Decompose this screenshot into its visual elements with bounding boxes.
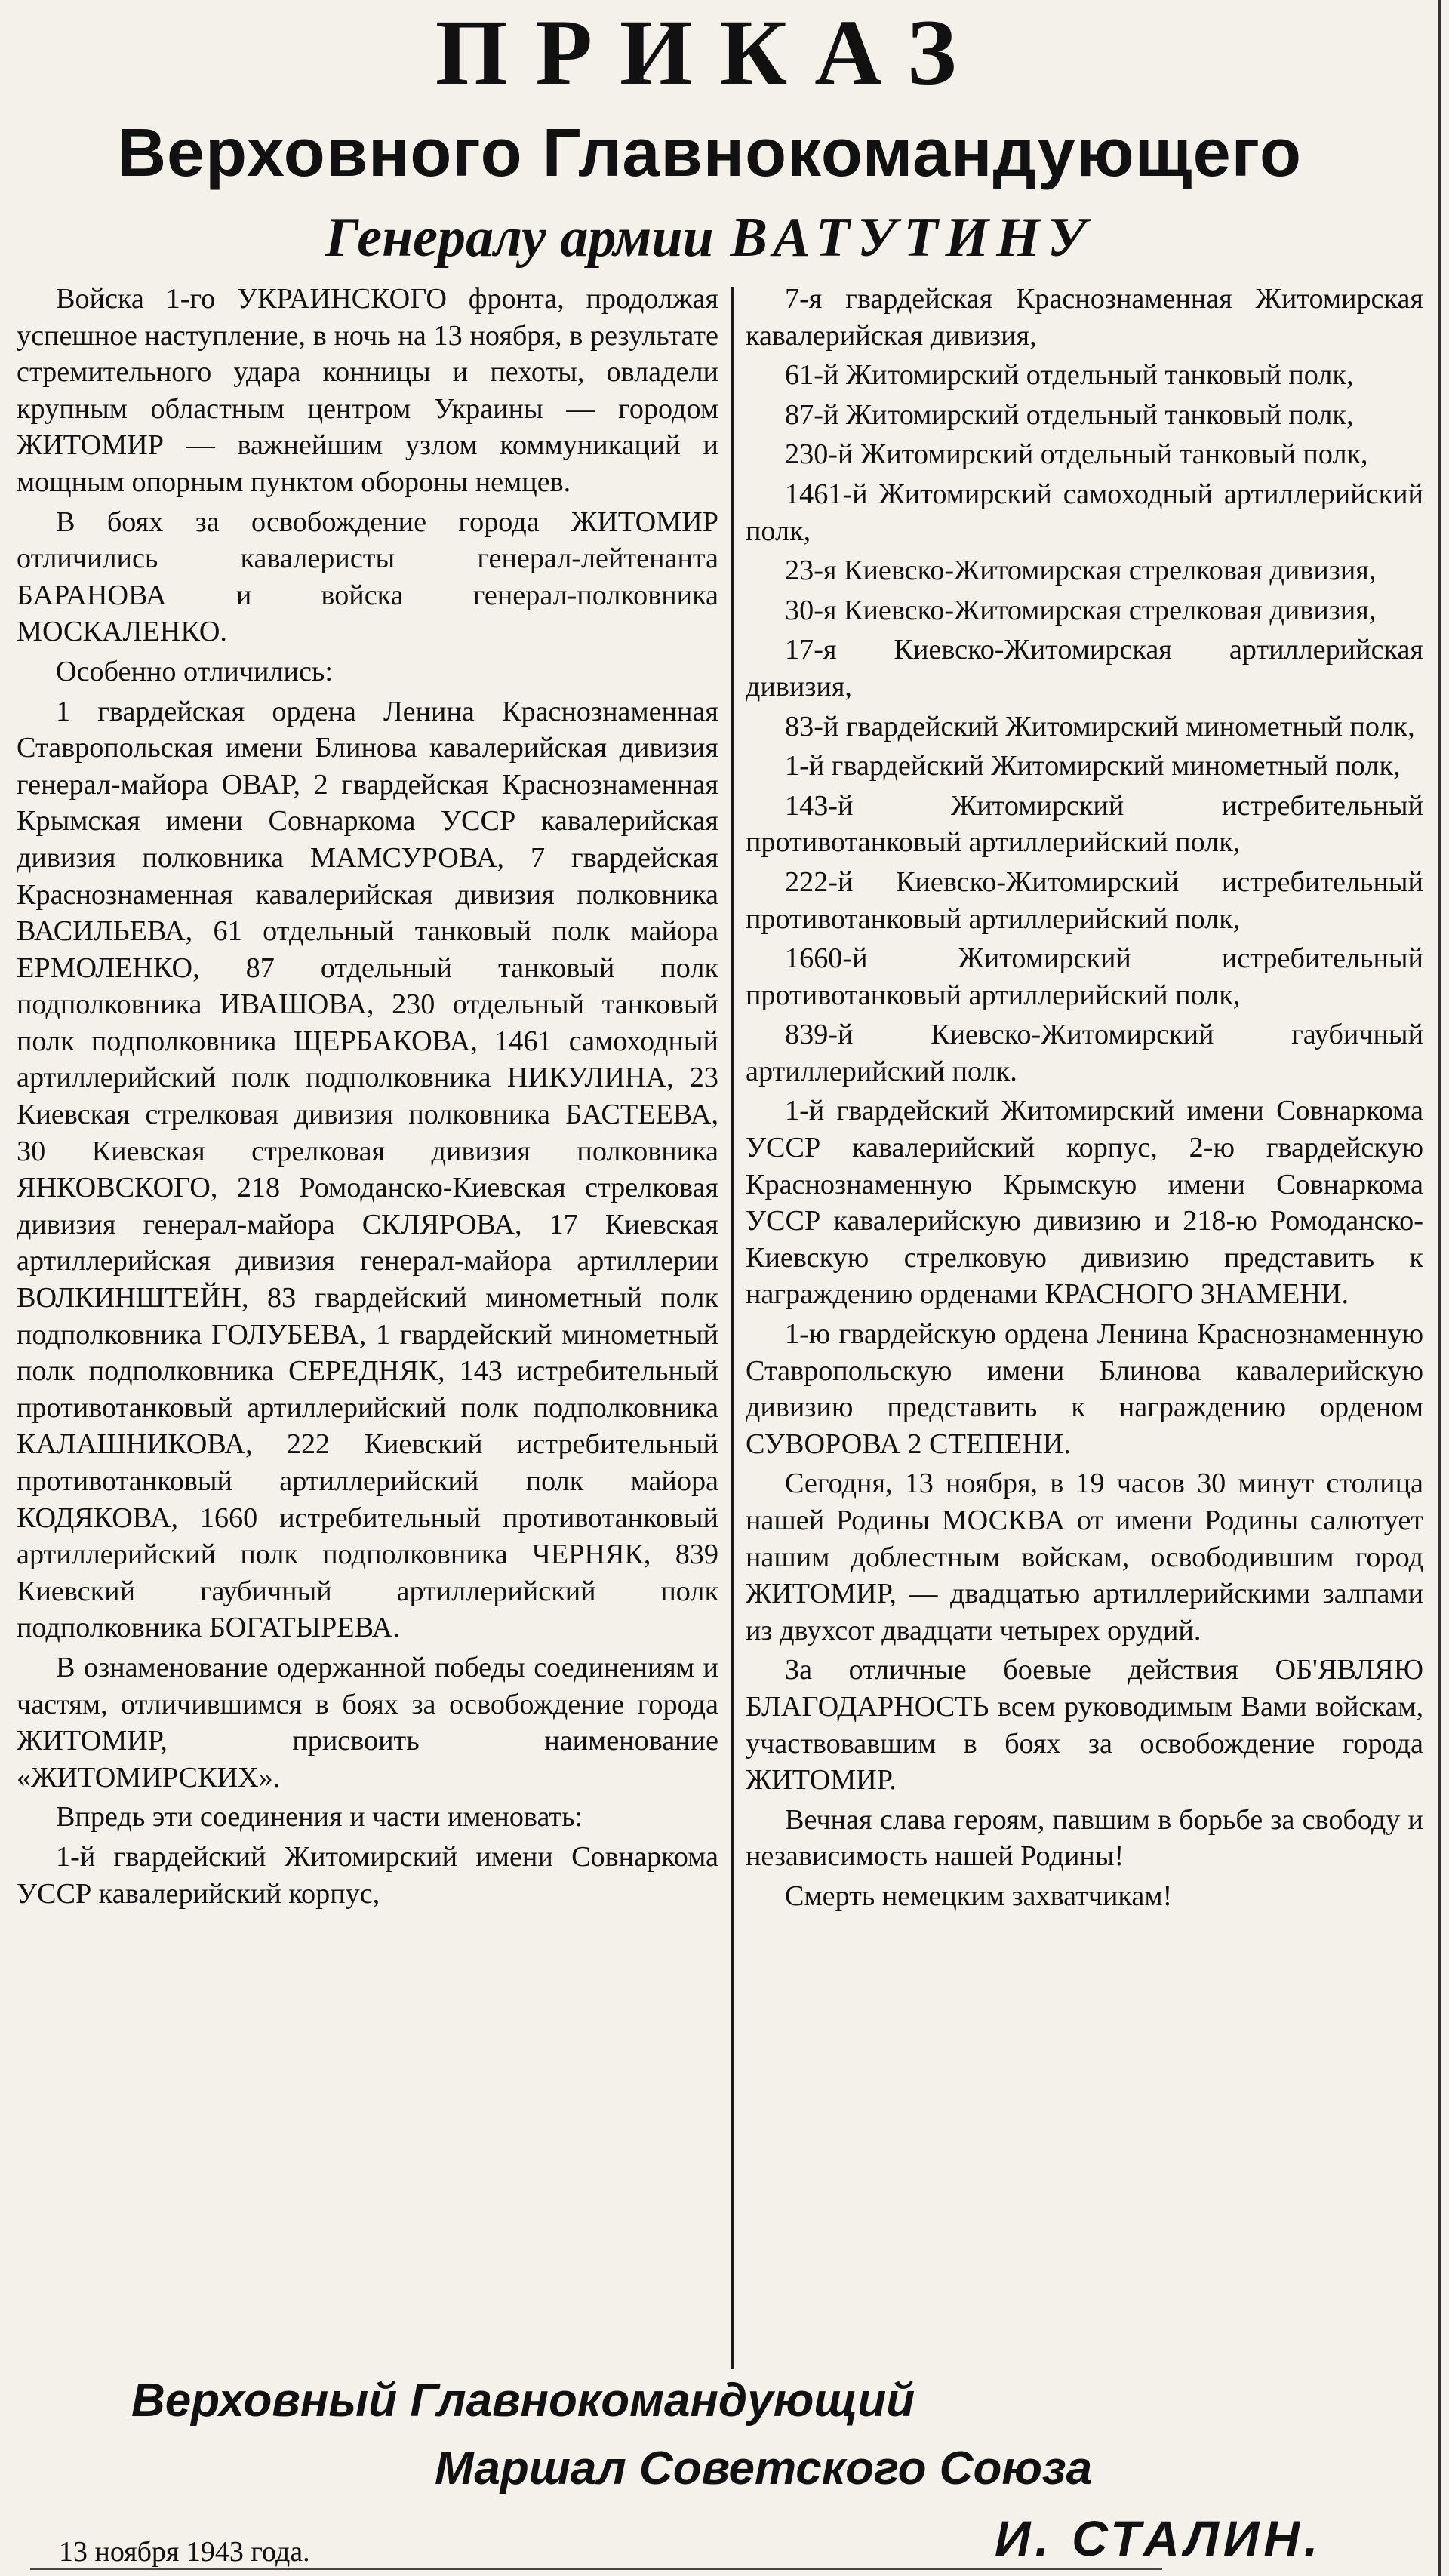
paragraph: 83-й гвардейский Житомирский минометный полк, [785,710,1415,742]
addressee-rank: Генералу армии [325,207,714,269]
addressee-name: ВАТУТИНУ [730,207,1094,269]
paragraph: 87-й Житомирский отдельный танковый полк, [785,398,1354,431]
paragraph: Войска 1-го УКРАИНСКОГО фронта, продолжая успешное наступление, в ночь на 13 ноября, в результате стремительного удара конницы и пехоты, овладели крупным областным центром Украины — городом ЖИТОМИР — важнейшим узлом коммуникаций и мощным опорным пунктом обороны немцев. [17,283,718,498]
paragraph: Смерть немецким захватчикам! [785,1880,1173,1912]
paragraph: 1-й гвардейский Житомирский имени Совнаркома УССР кавалерийский корпус, 2-ю гвардейскую Краснознаменную Крымскую имени Совнаркома УССР кавалерийскую дивизию и 218-ю Ромоданско-Киевскую стрелковую дивизию представить к награждению орденами КРАСНОГО ЗНАМЕНИ. [746,1095,1423,1311]
signature-role: Верховный Главнокомандующий [131,2375,915,2427]
paragraph: 1-й гвардейский Житомирский имени Совнаркома УССР кавалерийский корпус, [17,1840,718,1910]
paragraph: 1461-й Житомирский самоходный артиллерийский полк, [746,478,1423,547]
paragraph: Сегодня, 13 ноября, в 19 часов 30 минут столица нашей Родины МОСКВА от имени Родины салютует нашим доблестным войскам, освободившим город ЖИТОМИР, — двадцатью артиллерийскими залпами из двухсот двадцати четырех орудий. [746,1468,1423,1646]
paragraph: 1660-й Житомирский истребительный противотанковый артиллерийский полк, [746,942,1423,1011]
paragraph: В ознаменование одержанной победы соединениям и частям, отличившимся в боях за освобождение города ЖИТОМИР, присвоить наименование «ЖИТОМИРСКИХ». [17,1651,718,1794]
paragraph: 1 гвардейская ордена Ленина Краснознаменная Ставропольская имени Блинова кавалерийская дивизия генерал-майора ОВАР, 2 гвардейская Краснознаменная Крымская имени Совнаркома УССР кавалерийская дивизия полковника МАМСУРОВА, 7 гвардейская Краснознаменная кавалерийская дивизия полковника ВАСИЛЬЕВА, 61 отдельный танковый полк майора ЕРМОЛЕНКО, 87 отдельный танковый полк подполковника ИВАШОВА, 230 отдельный танковый полк подполковника ЩЕРБАКОВА, 1461 самоходный артиллерийский полк подполковника НИКУЛИНА, 23 Киевская стрелковая дивизия полковника БАСТЕЕВА, 30 Киевская стрелковая дивизия полковника ЯНКОВСКОГО, 218 Ромоданско-Киевская стрелковая дивизия генерал-майора СКЛЯРОВА, 17 Киевская артиллерийская дивизия генерал-майора артиллерии ВОЛКИНШТЕЙН, 83 гвардейский минометный полк подполковника ГОЛУБЕВА, 1 гвардейский минометный полк подполковника СЕРЕДНЯК, 143 истребительный противотанковый артиллерийский полк подполковника КАЛАШНИКОВА, 222 Киевский истребительный противотанковый артиллерийский полк майора КОДЯКОВА, 1660 истребительный противотанковый артиллерийский полк подполковника ЧЕРНЯК, 839 Киевский гаубичный артиллерийский полк подполковника БОГАТЫРЕВА. [17,695,718,1644]
paragraph: 7-я гвардейская Краснознаменная Житомирская кавалерийская дивизия, [746,283,1423,352]
paragraph: 143-й Житомирский истребительный противотанковый артиллерийский полк, [746,789,1423,859]
right-column [746,281,1423,1918]
paragraph: 17-я Киевско-Житомирская артиллерийская дивизия, [746,634,1423,702]
paragraph: 23-я Киевско-Житомирская стрелковая дивизия, [785,555,1377,587]
signature-name: И. СТАЛИН. [995,2510,1323,2566]
paragraph: Вечная слава героям, павшим в борьбе за свободу и независимость нашей Родины! [746,1803,1423,1873]
paragraph: Особенно отличились: [56,655,333,687]
order-title: ПРИКАЗ [435,1,984,104]
order-date: 13 ноября 1943 года. [59,2536,310,2568]
paragraph: 61-й Житомирский отдельный танковый полк, [785,359,1354,392]
left-column [17,281,718,1915]
bottom-rule [30,2568,1162,2570]
order-subtitle: Верховного Главнокомандующего [117,115,1302,191]
paragraph: За отличные боевые действия ОБ'ЯВЛЯЮ БЛАГОДАРНОСТЬ всем руководимым Вами войскам, участвовавшим в боях за освобождение города ЖИТОМИР. [746,1654,1423,1797]
paragraph: 30-я Киевско-Житомирская стрелковая дивизия, [785,594,1377,626]
paragraph: 222-й Киевско-Житомирский истребительный противотанковый артиллерийский полк, [746,865,1423,935]
signature-rank: Маршал Советского Союза [435,2442,1093,2495]
paragraph: 1-ю гвардейскую ордена Ленина Краснознаменную Ставропольскую имени Блинова кавалерийскую дивизию представить к награждению орденом СУВОРОВА 2 СТЕПЕНИ. [746,1318,1423,1460]
paragraph: 839-й Киевско-Житомирский гаубичный артиллерийский полк. [746,1019,1423,1087]
paragraph: В боях за освобождение города ЖИТОМИР отличились кавалеристы генерал-лейтенанта БАРАНОВА и войска генерал-полковника МОСКАЛЕНКО. [17,506,718,648]
addressee [0,204,1419,272]
paragraph: Впредь эти соединения и части именовать: [56,1801,583,1834]
paragraph: 1-й гвардейский Житомирский минометный полк, [785,750,1401,782]
paragraph: 230-й Житомирский отдельный танковый полк, [785,438,1368,471]
page-edge-rule [1438,0,1441,2576]
column-divider [731,287,734,2369]
